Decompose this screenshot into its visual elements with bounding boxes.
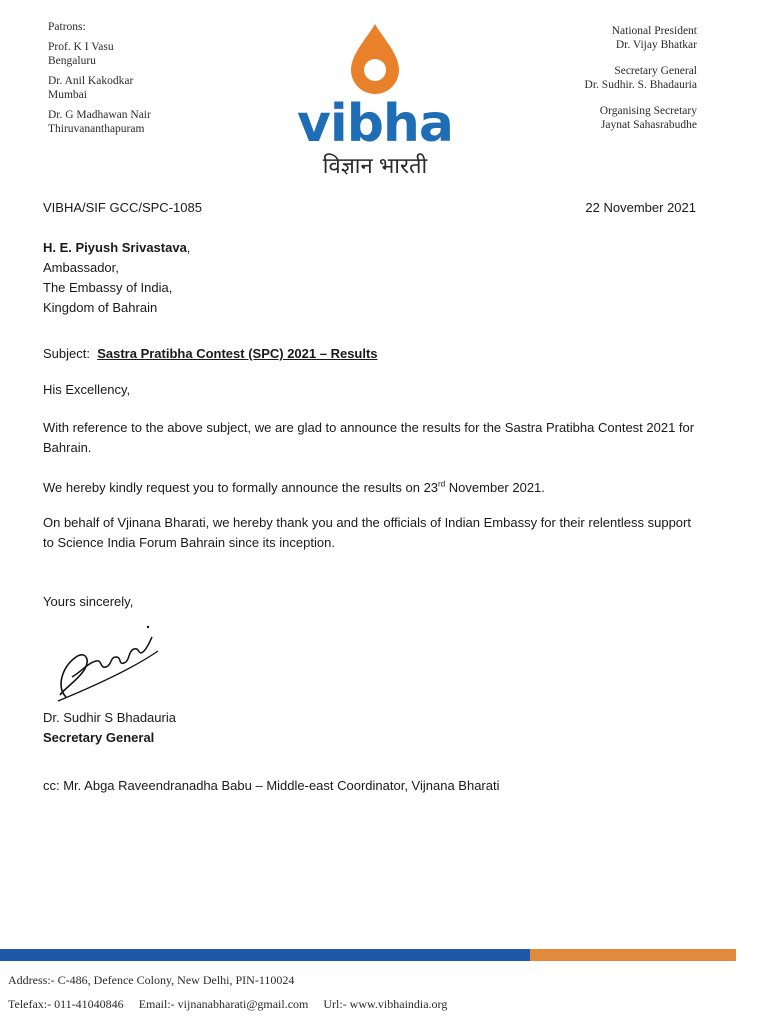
official-2	[585, 64, 697, 92]
recipient-line: Ambassador,	[43, 260, 119, 275]
patrons-heading: Patrons:	[48, 21, 86, 33]
patron-name: Prof. K I Vasu	[48, 41, 114, 53]
official-name: Dr. Vijay Bhatkar	[615, 39, 697, 51]
paragraph-1: With reference to the above subject, we are glad to announce the results for the Sastra Pratibha Contest 2021 for Bahrain.	[43, 420, 695, 455]
recipient-name-line	[43, 238, 703, 258]
signer-title: Secretary General	[43, 730, 155, 745]
paragraph-2-text: We hereby kindly request you to formally announce the results on 23	[43, 480, 439, 495]
recipient-address	[43, 238, 703, 318]
official-title: National President	[611, 25, 697, 37]
patron-city: Mumbai	[48, 89, 87, 101]
patron-city: Bengaluru	[48, 55, 96, 67]
ordinal-suffix: rd	[438, 479, 446, 489]
reference-number: VIBHA/SIF GCC/SPC-1085	[43, 200, 202, 215]
patron-2	[48, 74, 151, 102]
officials-block	[585, 24, 697, 144]
closing: Yours sincerely,	[43, 594, 134, 609]
paragraph-3: On behalf of Vjinana Bharati, we hereby thank you and the officials of Indian Embassy for their relentless support to Science India Forum Bahrain since its inception.	[43, 515, 691, 550]
official-1	[585, 24, 697, 52]
footer-bar-orange	[530, 949, 736, 961]
drop-icon	[285, 20, 465, 100]
official-name: Dr. Sudhir. S. Bhadauria	[584, 79, 697, 91]
logo-subtitle: विज्ञान भारती	[322, 153, 428, 178]
official-3	[585, 104, 697, 132]
footer-email: Email:- vijnanabharati@gmail.com	[138, 997, 309, 1011]
patron-name: Dr. G Madhawan Nair	[48, 109, 151, 121]
subject-label: Subject:	[43, 346, 90, 361]
salutation: His Excellency,	[43, 382, 131, 397]
vibha-logo	[285, 20, 465, 180]
patron-name: Dr. Anil Kakodkar	[48, 75, 134, 87]
footer-url: Url:- www.vibhaindia.org	[323, 997, 448, 1011]
signer-block	[43, 708, 703, 748]
paragraph-2	[43, 478, 703, 498]
subject-title: Sastra Pratibha Contest (SPC) 2021 – Results	[97, 346, 378, 361]
paragraph-2-end: November 2021.	[445, 480, 545, 495]
cc-line: cc: Mr. Abga Raveendranadha Babu – Middle-east Coordinator, Vijnana Bharati	[43, 778, 500, 793]
footer-address: Address:- C-486, Defence Colony, New Delhi, PIN-110024	[8, 973, 295, 987]
patron-1	[48, 40, 151, 68]
patron-3	[48, 108, 151, 136]
official-title: Organising Secretary	[599, 105, 697, 117]
logo-wordmark: vibha	[296, 94, 454, 154]
subject-line	[43, 344, 703, 364]
footer-bar-blue	[0, 949, 530, 961]
signature	[52, 617, 164, 705]
recipient-name: H. E. Piyush Srivastava	[43, 240, 187, 255]
letter-date: 22 November 2021	[585, 200, 696, 215]
patron-city: Thiruvananthapuram	[48, 123, 145, 135]
footer-contact	[8, 997, 459, 1012]
official-title: Secretary General	[614, 65, 697, 77]
footer-telefax: Telefax:- 011-41040846	[8, 997, 124, 1011]
recipient-line: Kingdom of Bahrain	[43, 300, 158, 315]
signer-name: Dr. Sudhir S Bhadauria	[43, 710, 176, 725]
patrons-block	[48, 20, 151, 142]
official-name: Jaynat Sahasrabudhe	[600, 119, 697, 131]
recipient-line: The Embassy of India,	[43, 280, 173, 295]
recipient-name-suffix: ,	[186, 240, 191, 255]
